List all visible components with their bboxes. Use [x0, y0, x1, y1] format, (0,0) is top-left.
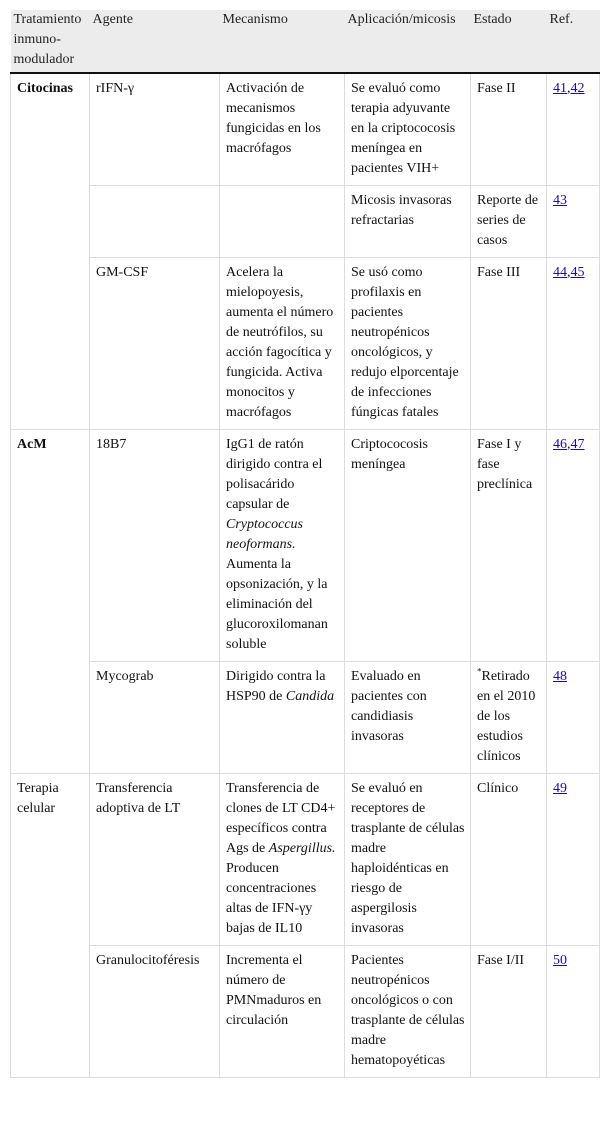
- header-row: [11, 10, 600, 73]
- cell-agente: Mycograb: [90, 662, 220, 774]
- group-acm: AcM: [11, 430, 90, 774]
- ref-link[interactable]: 45: [570, 265, 585, 280]
- cell-mecanismo: [220, 774, 345, 946]
- group-terapia-celular: Terapia celular: [11, 774, 90, 1078]
- cell-mecanismo: [220, 662, 345, 774]
- species-name: Cryptococcus neoformans.: [226, 517, 303, 552]
- ref-link[interactable]: 50: [553, 953, 567, 968]
- cell-aplicacion: Criptococosis meníngea: [345, 430, 471, 662]
- header-agente: Agente: [90, 10, 220, 73]
- cell-ref: [547, 662, 600, 774]
- species-name: Aspergillus.: [268, 841, 336, 856]
- header-tratamiento: Tratamiento inmuno-modulador: [11, 10, 90, 73]
- ref-link[interactable]: 46: [553, 437, 567, 452]
- cell-mecanismo: [220, 186, 345, 258]
- header-ref: Ref.: [547, 10, 600, 73]
- table-row: [11, 662, 600, 774]
- immunomodulator-table: [10, 10, 600, 1078]
- cell-agente: Granulocitoféresis: [90, 946, 220, 1078]
- cell-estado: Fase I y fase preclínica: [471, 430, 547, 662]
- ref-separator: ,: [567, 437, 571, 452]
- table-row: [11, 430, 600, 662]
- cell-aplicacion: Se evaluó como terapia adyuvante en la criptococosis meníngea en pacientes VIH+: [345, 73, 471, 186]
- cell-mecanismo: Acelera la mielopoyesis, aumenta el número de neutrófilos, su acción fagocítica y fungicida. Activa monocitos y macrófagos: [220, 258, 345, 430]
- cell-aplicacion: Se usó como profilaxis en pacientes neutropénicos oncológicos, y redujo elporcentaje de infecciones fúngicas fatales: [345, 258, 471, 430]
- cell-mecanismo: [220, 430, 345, 662]
- ref-link[interactable]: 42: [570, 81, 585, 96]
- cell-estado: Reporte de series de casos: [471, 186, 547, 258]
- ref-separator: ,: [567, 81, 571, 96]
- cell-agente: GM-CSF: [90, 258, 220, 430]
- table-row: [11, 946, 600, 1078]
- cell-agente: 18B7: [90, 430, 220, 662]
- ref-link[interactable]: 44: [553, 265, 567, 280]
- ref-link[interactable]: 41: [553, 81, 567, 96]
- header-aplicacion: Aplicación/micosis: [345, 10, 471, 73]
- footnote-marker: *: [477, 666, 482, 677]
- cell-ref: [547, 774, 600, 946]
- table-row: [11, 774, 600, 946]
- cell-estado: [471, 662, 547, 774]
- ref-link[interactable]: 47: [570, 437, 585, 452]
- cell-ref: [547, 946, 600, 1078]
- ref-separator: ,: [567, 265, 571, 280]
- header-mecanismo: Mecanismo: [220, 10, 345, 73]
- cell-mecanismo: Incrementa el número de PMNmaduros en circulación: [220, 946, 345, 1078]
- estado-text: Retirado en el 2010 de los estudios clínicos: [477, 669, 536, 764]
- cell-ref: [547, 430, 600, 662]
- cell-ref: [547, 186, 600, 258]
- cell-aplicacion: Evaluado en pacientes con candidiasis invasoras: [345, 662, 471, 774]
- ref-link[interactable]: 48: [553, 669, 567, 684]
- cell-estado: Fase II: [471, 73, 547, 186]
- cell-mecanismo: Activación de mecanismos fungicidas en los macrófagos: [220, 73, 345, 186]
- cell-estado: Fase III: [471, 258, 547, 430]
- cell-aplicacion: Se evaluó en receptores de trasplante de células madre haploidénticas en riesgo de aspergilosis invasoras: [345, 774, 471, 946]
- header-estado: Estado: [471, 10, 547, 73]
- cell-agente: Transferencia adoptiva de LT: [90, 774, 220, 946]
- cell-aplicacion: Pacientes neutropénicos oncológicos o con trasplante de células madre hematopoyéticas: [345, 946, 471, 1078]
- cell-estado: Clínico: [471, 774, 547, 946]
- table-row: [11, 258, 600, 430]
- mecanismo-text: Transferencia de clones de LT CD4+ específicos contra Ags de: [226, 781, 336, 856]
- ref-link[interactable]: 43: [553, 193, 567, 208]
- cell-ref: [547, 258, 600, 430]
- group-citocinas: Citocinas: [11, 73, 90, 430]
- table-row: [11, 186, 600, 258]
- cell-agente: [90, 186, 220, 258]
- cell-ref: [547, 73, 600, 186]
- cell-agente: rIFN-γ: [90, 73, 220, 186]
- table-row: [11, 73, 600, 186]
- ref-link[interactable]: 49: [553, 781, 567, 796]
- mecanismo-text: Dirigido contra la HSP90 de: [226, 669, 326, 704]
- species-name: Candida: [285, 689, 335, 704]
- cell-estado: Fase I/II: [471, 946, 547, 1078]
- mecanismo-text: Producen concentraciones altas de IFN-γy bajas de IL10: [226, 861, 317, 936]
- cell-aplicacion: Micosis invasoras refractarias: [345, 186, 471, 258]
- mecanismo-text: Aumenta la opsonización, y la eliminación del glucoroxilomanan soluble: [226, 557, 328, 652]
- mecanismo-text: IgG1 de ratón dirigido contra el polisacárido capsular de: [226, 437, 323, 512]
